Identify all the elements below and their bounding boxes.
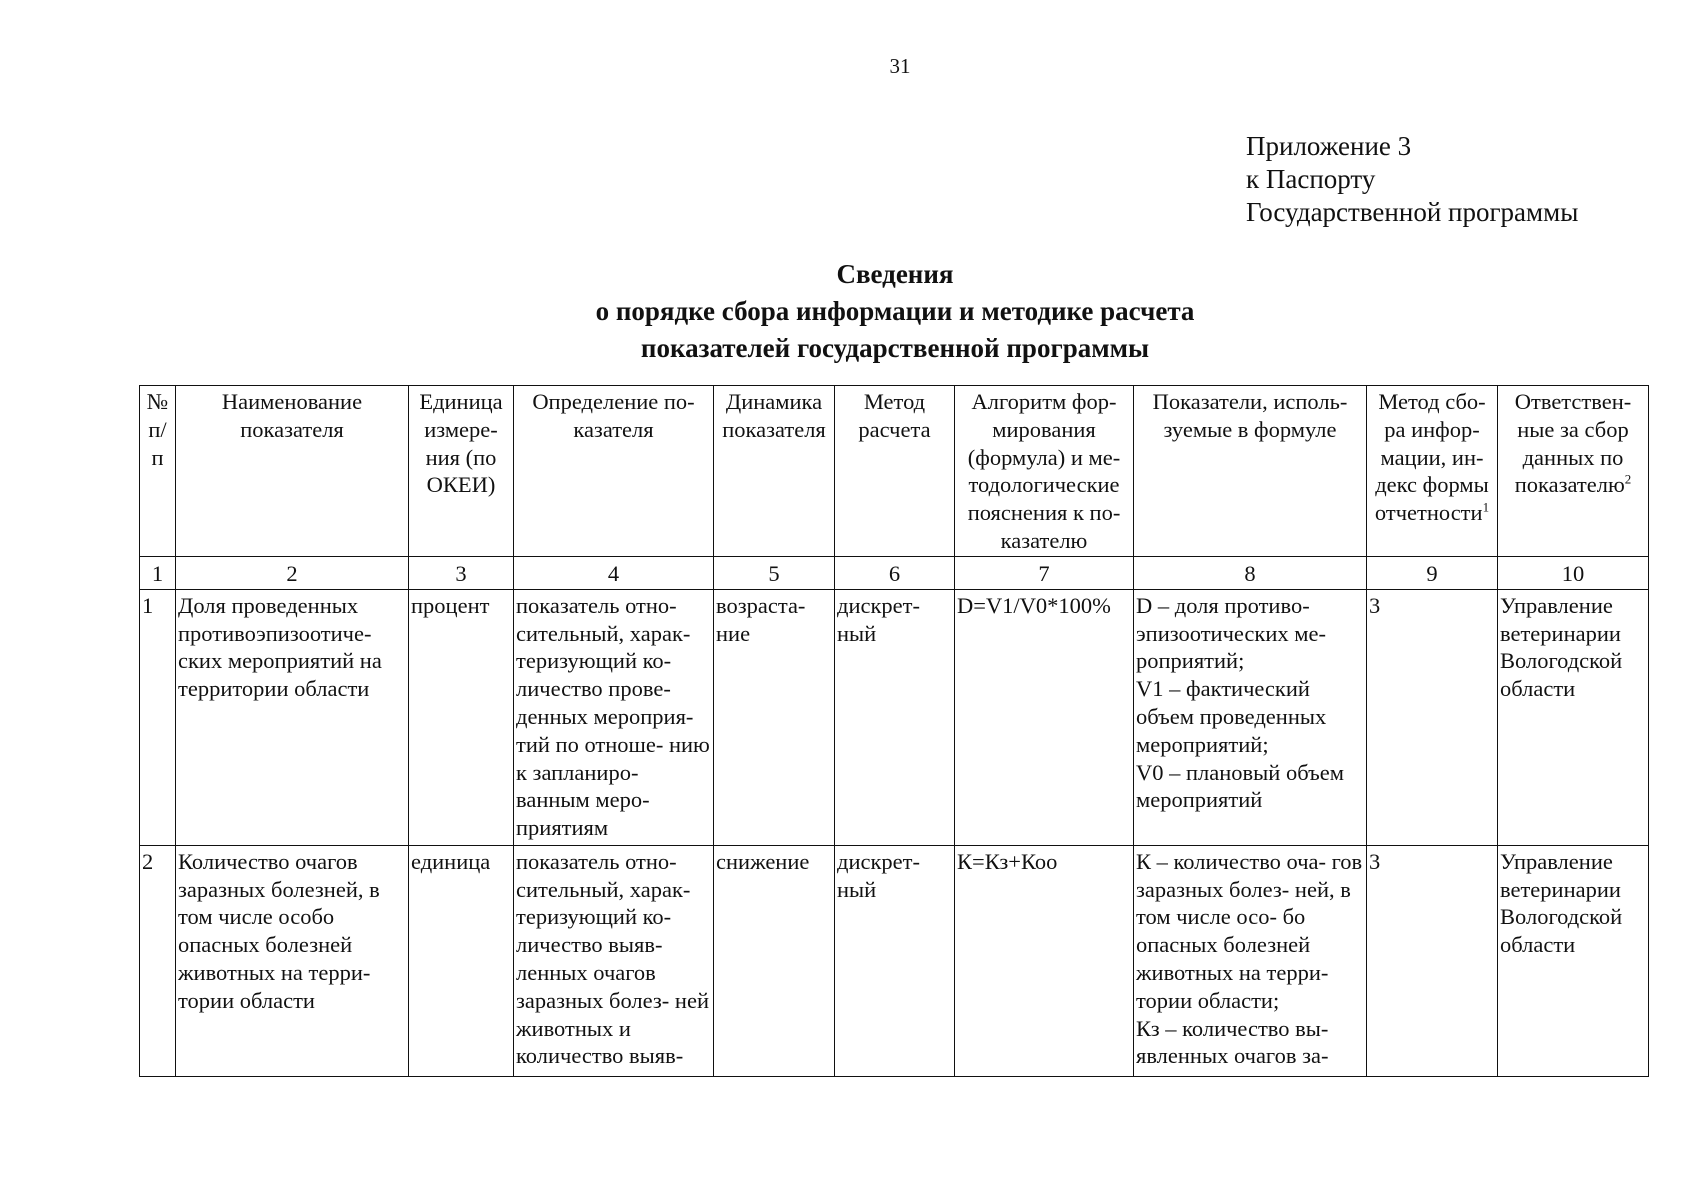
row-number: 1 [140,589,176,845]
indicator-dynamics: возраста- ние [714,589,835,845]
header-dynamics: Динамика показателя [714,386,835,557]
header-definition: Определение по- казателя [514,386,714,557]
header-unit: Единица измере- ния (по ОКЕИ) [409,386,514,557]
header-method: Метод расчета [835,386,955,557]
indicator-formula: D=V1/V0*100% [955,589,1134,845]
header-collection-method [1367,386,1498,557]
table-header-row [140,386,1649,557]
title-line-2: о порядке сбора информации и методике расчета [595,296,1195,326]
footnote-marker-1: 1 [1482,499,1490,515]
title-line-1: Сведения [836,259,954,289]
header-responsible-label: Ответствен- ные за сбор данных по показателю [1514,389,1632,498]
indicator-name: Количество очагов заразных болезней, в том числе особо опасных болезней животных на терри- тории области [176,845,409,1076]
formula-variables [1134,589,1367,845]
page-number: 31 [889,54,911,78]
formula-variables [1134,845,1367,1076]
header-indicators: Показатели, исполь- зуемые в формуле [1134,386,1367,557]
indicator-unit: процент [409,589,514,845]
header-responsible [1498,386,1649,557]
collection-method: 3 [1367,589,1498,845]
appendix-note [1246,130,1578,229]
header-number: № п/ п [140,386,176,557]
column-number: 9 [1367,556,1498,589]
header-name: Наименование показателя [176,386,409,557]
formula-variable: V0 – плановый объем мероприятий [1136,759,1344,813]
column-number: 4 [514,556,714,589]
footnote-marker-2: 2 [1624,471,1632,487]
indicator-calc-method: дискрет- ный [835,589,955,845]
indicator-dynamics: снижение [714,845,835,1076]
column-number: 6 [835,556,955,589]
indicator-calc-method: дискрет- ный [835,845,955,1076]
responsible-body: Управление ветеринарии Вологодской области [1498,845,1649,1076]
table-row [140,845,1649,1076]
responsible-body: Управление ветеринарии Вологодской области [1498,589,1649,845]
column-number: 3 [409,556,514,589]
document-title [0,256,1696,367]
table-row [140,589,1649,845]
column-number: 10 [1498,556,1649,589]
title-line-3: показателей государственной программы [640,333,1150,363]
appendix-line-3: Государственной программы [1246,197,1579,227]
formula-variable: К – количество оча- гов заразных болез- ней, в том числе осо- бо опасных болезней животных на терри- тории области; [1136,848,1363,1013]
header-collection-method-label: Метод сбо- ра инфор- мации, ин- декс формы отчетности [1374,389,1489,526]
indicator-formula: К=Кз+Коо [955,845,1134,1076]
column-number: 8 [1134,556,1367,589]
column-number: 7 [955,556,1134,589]
formula-variable: V1 – фактический объем проведенных мероприятий; [1136,676,1327,757]
appendix-line-1: Приложение 3 [1246,131,1412,161]
header-formula: Алгоритм фор- мирования (формула) и ме- тодологические пояснения к по- казателю [955,386,1134,557]
indicators-table [139,385,1649,1077]
indicator-definition: показатель отно- сительный, харак- теризующий ко- личество прове- денных мероприя- тий по отноше- нию к запланиро- ванным меро- приятиям [514,589,714,845]
formula-variable: D – доля противо- эпизоотических ме- роприятий; [1136,592,1326,674]
indicator-name: Доля проведенных противоэпизоотиче- ских мероприятий на территории области [176,589,409,845]
column-number: 1 [140,556,176,589]
collection-method: 3 [1367,845,1498,1076]
indicator-unit: единица [409,845,514,1076]
appendix-line-2: к Паспорту [1246,164,1376,194]
row-number: 2 [140,845,176,1076]
column-number: 5 [714,556,835,589]
column-number-row [140,556,1649,589]
indicator-definition: показатель отно- сительный, харак- теризующий ко- личество выяв- ленных очагов заразных болез- ней животных и количество выяв- [514,845,714,1076]
column-number: 2 [176,556,409,589]
formula-variable: Кз – количество вы- явленных очагов за- [1136,1015,1329,1069]
